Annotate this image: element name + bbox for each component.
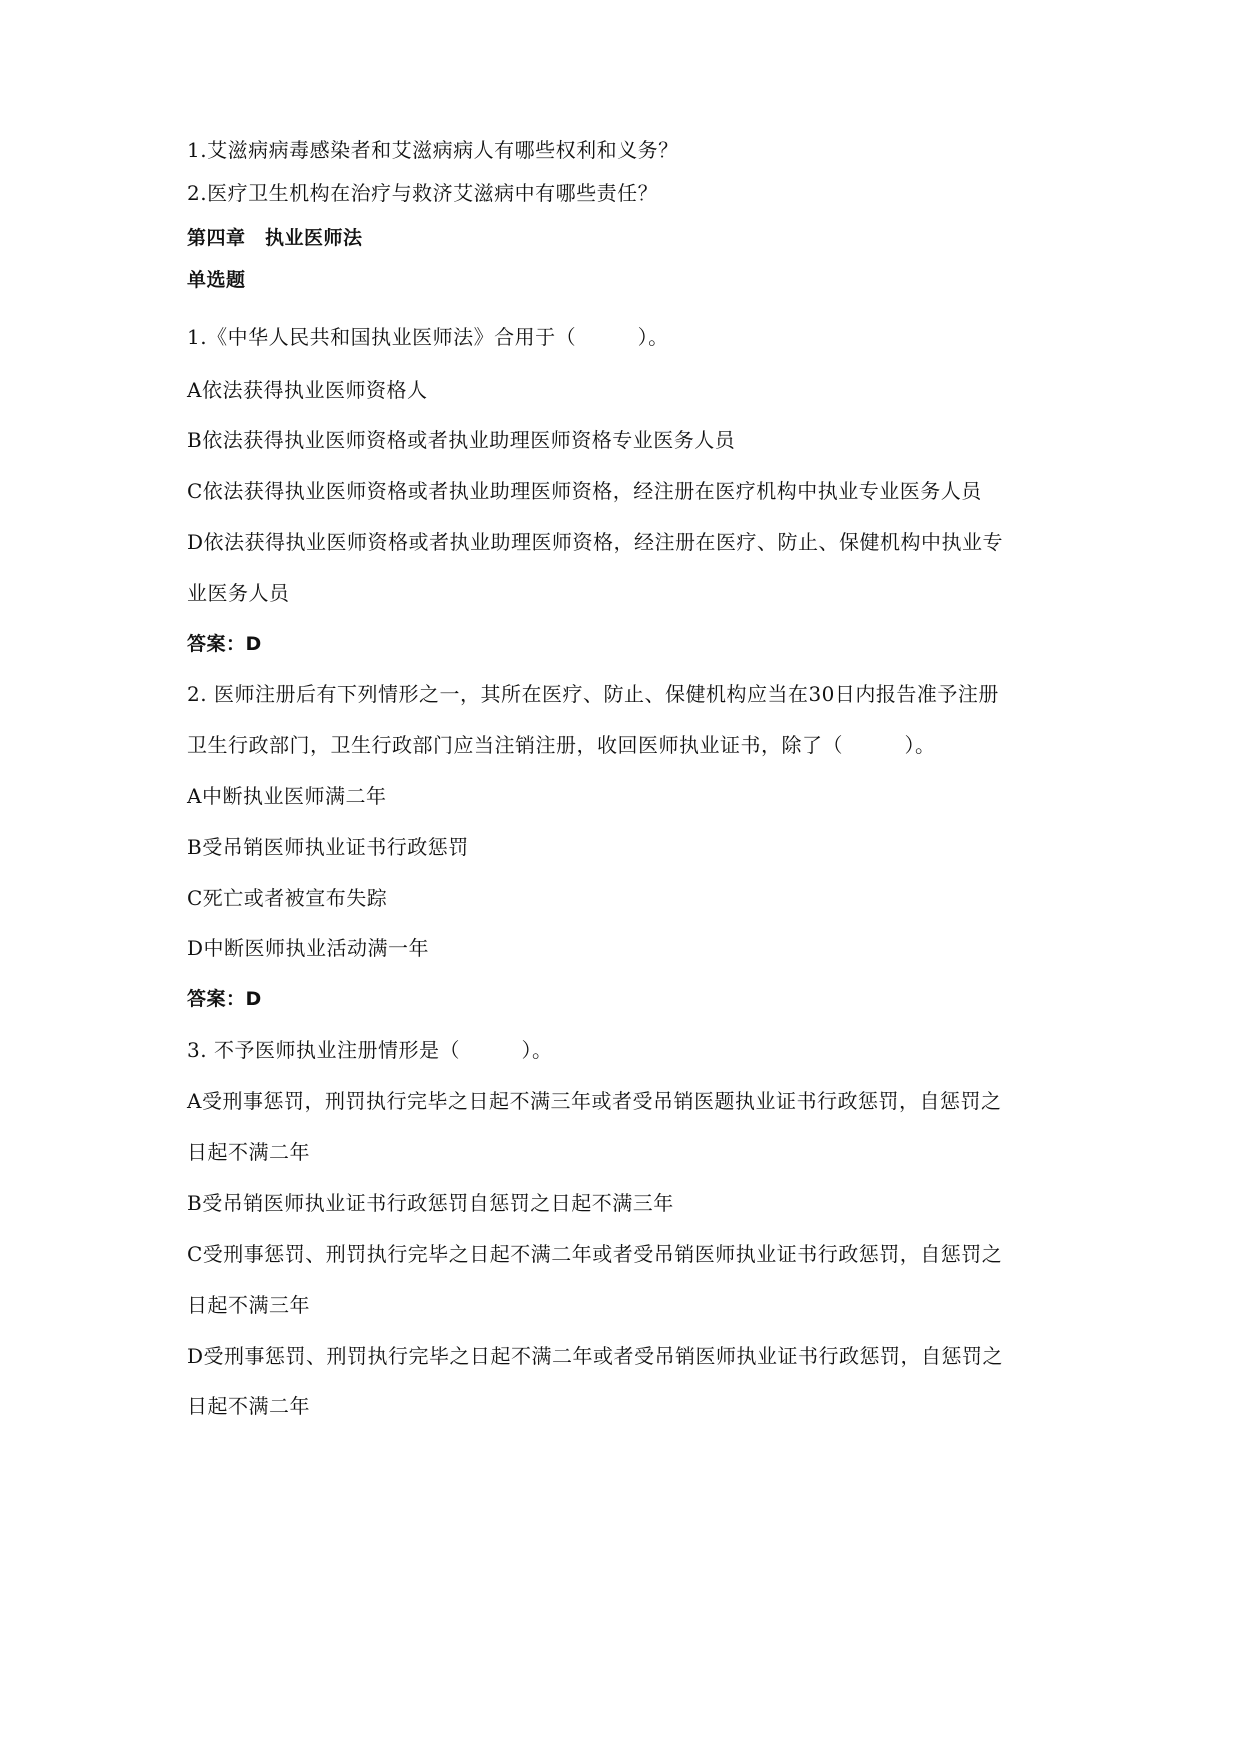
q3-option-a-line1: A受刑事惩罚，刑罚执行完毕之日起不满三年或者受吊销医题执业证书行政惩罚，自惩罚之 [187, 1089, 1002, 1113]
q3-stem: 3. 不予医师执业注册情形是（ ）。 [187, 1038, 553, 1062]
q3-option-a-line2: 日起不满二年 [187, 1140, 310, 1164]
q3-option-d-line2: 日起不满二年 [187, 1394, 310, 1418]
chapter-title: 第四章 执业医师法 [187, 227, 363, 249]
q1-option-d-line1: D依法获得执业医师资格或者执业助理医师资格，经注册在医疗、防止、保健机构中执业专 [187, 530, 1004, 554]
q3-option-c-line2: 日起不满三年 [187, 1293, 310, 1317]
q3-option-c-line1: C受刑事惩罚、刑罚执行完毕之日起不满二年或者受吊销医师执业证书行政惩罚，自惩罚之 [187, 1242, 1003, 1266]
section-title: 单选题 [187, 269, 246, 291]
intro-question-1: 1.艾滋病病毒感染者和艾滋病病人有哪些权利和义务？ [187, 138, 679, 162]
q2-option-b: B受吊销医师执业证书行政惩罚 [187, 835, 469, 859]
q1-option-d-line2: 业医务人员 [187, 581, 290, 605]
q2-stem-line1: 2. 医师注册后有下列情形之一，其所在医疗、防止、保健机构应当在30日内报告准予注册 [187, 682, 999, 706]
q1-option-b: B依法获得执业医师资格或者执业助理医师资格专业医务人员 [187, 428, 736, 452]
q3-option-b: B受吊销医师执业证书行政惩罚自惩罚之日起不满三年 [187, 1191, 674, 1215]
intro-question-2: 2.医疗卫生机构在治疗与救济艾滋病中有哪些责任？ [187, 181, 659, 205]
q1-answer: 答案：D [187, 633, 262, 655]
q2-answer: 答案：D [187, 988, 262, 1010]
q2-option-a: A中断执业医师满二年 [187, 784, 387, 808]
q2-option-d: D中断医师执业活动满一年 [187, 936, 430, 960]
q2-option-c: C死亡或者被宣布失踪 [187, 886, 388, 910]
q1-option-a: A依法获得执业医师资格人 [187, 378, 428, 402]
q1-option-c: C依法获得执业医师资格或者执业助理医师资格，经注册在医疗机构中执业专业医务人员 [187, 479, 982, 503]
q3-option-d-line1: D受刑事惩罚、刑罚执行完毕之日起不满二年或者受吊销医师执业证书行政惩罚，自惩罚之 [187, 1344, 1004, 1368]
q2-stem-line2: 卫生行政部门，卫生行政部门应当注销注册，收回医师执业证书，除了（ ）。 [187, 733, 936, 757]
q1-stem: 1.《中华人民共和国执业医师法》合用于（ ）。 [187, 325, 669, 349]
